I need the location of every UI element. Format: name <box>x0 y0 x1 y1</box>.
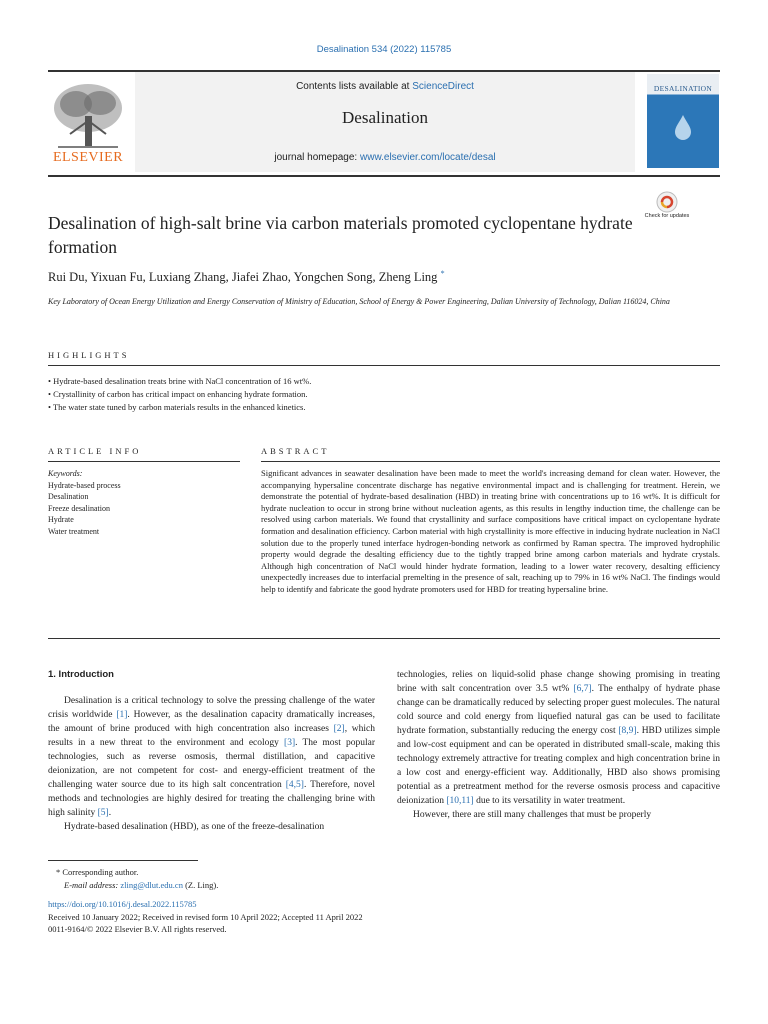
citation-link[interactable]: [4,5] <box>285 780 304 790</box>
keywords-block <box>48 468 238 537</box>
abstract-heading: ABSTRACT <box>261 446 330 456</box>
citation-link[interactable]: [5] <box>97 808 109 818</box>
journal-name: Desalination <box>342 108 428 127</box>
body-paragraph <box>48 694 375 820</box>
highlight-item: • Hydrate-based desalination treats brine with NaCl concentration of 16 wt%. <box>48 376 312 386</box>
paragraph-text: . The most popular technologies, such as reverse osmosis, thermal distillation, and capacitive deionization, are not competent for cost- and energy-efficient treatment of the challenging water source due to its high salt concentration <box>48 738 375 790</box>
homepage-link[interactable]: www.elsevier.com/locate/desal <box>360 152 496 163</box>
footnote-rule <box>48 860 198 861</box>
corresponding-author-mark[interactable]: * <box>440 269 445 278</box>
highlight-item: • Crystallinity of carbon has critical impact on enhancing hydrate formation. <box>48 389 308 399</box>
paragraph-text: . However, as the desalination capacity dramatically increases, the amount of brine produced with high concentration also increases <box>48 710 375 734</box>
affiliation: Key Laboratory of Ocean Energy Utilization and Energy Conservation of Ministry of Education, School of Energy & Power Engineering, Dalian University of Technology, Dalian 116024, China <box>48 297 670 306</box>
copyright-line: 0011-9164/© 2022 Elsevier B.V. All rights reserved. <box>48 924 227 934</box>
abstract-text: Significant advances in seawater desalination have been made to meet the world's increasing demand for clean water. However, the accompanying hypersaline concentrate discharge has negative environmental impact and is challenging for treatment. Herein, we demonstrate the potential of hydrate-based desalination (HBD) in treating brine with concentrations up to 16 wt%. It is difficult for hydrate nucleation to occur in strong brine without nucleation agents, as this results in lengthy induction time, the challenge can be resolved using carbon materials. We found that crystallinity and surface compositions have critical impact on cyclopentane hydrate formation and desalination efficiency. Carbon material with high crystallinity is more effective in inducing hydrate nucleation in NaCl solution due to the properly tuned interface hydrogen-bonding network as confirmed by Raman spectra. The improved hydrophilic property would degrade the desalting efficiency due to the tightly trapped brine among carbon materials and hydrate crystals. Although high concentration of NaCl would hinder hydrate formation, leading to a lower water recovery, desalting efficiency unexpectedly increases due to interfacial premelting in the presence of salt, reaching up to 79% in 16 wt% NaCl. The findings would help to identify and fabricate the good hydrate promoters used for HBD for treating hypersaline brine. <box>261 468 720 594</box>
homepage-prefix: journal homepage: <box>274 152 360 163</box>
corresponding-label: Corresponding author. <box>62 867 139 877</box>
paragraph-text: . Therefore, novel methods and technologies are highly desired for treating the challenging brine with high salinity <box>48 780 375 818</box>
footnote-mark: * <box>56 867 61 877</box>
paragraph-text: Desalination is a critical technology to solve the pressing challenge of the water crisis worldwide <box>48 696 375 720</box>
corresponding-author-note <box>48 866 218 879</box>
citation-link[interactable]: [10,11] <box>446 796 474 806</box>
paragraph-text: . <box>108 808 112 818</box>
highlights-list <box>48 375 720 414</box>
citation-link[interactable]: [3] <box>284 738 296 748</box>
received-dates: Received 10 January 2022; Received in revised form 10 April 2022; Accepted 11 April 2022 <box>48 911 363 922</box>
email-label: E-mail address: <box>64 880 121 890</box>
highlight-item: • The water state tuned by carbon materials results in the enhanced kinetics. <box>48 402 306 412</box>
water-drop-icon <box>673 114 693 140</box>
contents-prefix: Contents lists available at <box>296 81 413 92</box>
journal-cover-thumbnail[interactable] <box>647 74 719 168</box>
article-title: Desalination of high-salt brine via carbon materials promoted cyclopentane hydrate formation <box>48 213 633 257</box>
contents-line <box>135 81 635 92</box>
elsevier-wordmark: ELSEVIER <box>52 150 124 165</box>
authors-text: Rui Du, Yixuan Fu, Luxiang Zhang, Jiafei Zhao, Yongchen Song, Zheng Ling <box>48 270 438 285</box>
paragraph-text: . The enthalpy of hydrate phase change can be dramatically reduced by selecting proper guest molecules. The natural cold source and cold energy from liquefied natural gas can be used to facilitate hydrate formation, substantially reducing the energy cost <box>397 684 721 736</box>
keyword-item: Hydrate-based process <box>48 480 121 490</box>
keyword-item: Water treatment <box>48 526 100 536</box>
paragraph-text: , which results in a new threat to the environment and ecology <box>48 724 375 748</box>
citation-link[interactable]: [2] <box>333 724 345 734</box>
article-info-rule <box>48 461 240 462</box>
abstract-rule <box>261 461 720 462</box>
keywords-label: Keywords: <box>48 469 83 478</box>
citation-link[interactable]: [8,9] <box>618 726 637 736</box>
homepage-line <box>135 152 635 163</box>
abstract-bottom-rule <box>48 638 720 639</box>
doi-link[interactable]: https://doi.org/10.1016/j.desal.2022.115785 <box>48 899 197 909</box>
author-list <box>48 269 445 285</box>
paragraph-text: technologies, relies on liquid-solid phase change showing promising in treating brine with salt concentration over 3.5 wt% <box>397 670 720 694</box>
body-paragraph <box>397 668 720 808</box>
email-link[interactable]: zling@dlut.edu.cn <box>120 880 183 890</box>
body-column-right <box>397 668 720 822</box>
body-column-left <box>48 668 375 834</box>
paragraph-text: . HBD utilizes simple and low-cost equipment and can be operated in distributed small-scale, making this technology extremely attractive for treating complex and high concentration brine in a low cost and energy-efficient way. Additionally, HBD also shows promising potential as a pretreatment method for the reverse osmosis process and capacitive deionization <box>397 726 721 806</box>
journal-reference-link[interactable]: Desalination 534 (2022) 115785 <box>316 44 452 55</box>
body-paragraph <box>397 808 720 822</box>
article-info-heading: ARTICLE INFO <box>48 446 142 456</box>
email-note <box>48 879 218 892</box>
paragraph-text: due to its versatility in water treatment. <box>473 796 626 806</box>
check-for-updates-label: Check for updates <box>644 213 690 219</box>
paragraph-text: However, there are still many challenges that must be properly <box>413 810 652 820</box>
citation-link[interactable]: [1] <box>116 710 128 720</box>
body-paragraph <box>48 820 375 834</box>
cover-title: DESALINATION <box>653 84 713 93</box>
email-suffix: (Z. Ling). <box>182 880 219 890</box>
highlights-heading: HIGHLIGHTS <box>48 350 130 360</box>
keyword-item: Hydrate <box>48 515 74 524</box>
masthead-bottom-rule <box>48 175 720 177</box>
doi-block <box>48 898 363 936</box>
keyword-item: Freeze desalination <box>48 503 110 513</box>
check-for-updates-icon[interactable] <box>650 190 684 214</box>
sciencedirect-link[interactable]: ScienceDirect <box>412 81 474 92</box>
section-heading-introduction: 1. Introduction <box>48 669 114 680</box>
keyword-item: Desalination <box>48 492 89 501</box>
citation-link[interactable]: [6,7] <box>573 684 592 694</box>
paragraph-text: Hydrate-based desalination (HBD), as one of the freeze-desalination <box>64 822 325 832</box>
highlights-rule <box>48 365 720 366</box>
footnote <box>48 866 218 892</box>
